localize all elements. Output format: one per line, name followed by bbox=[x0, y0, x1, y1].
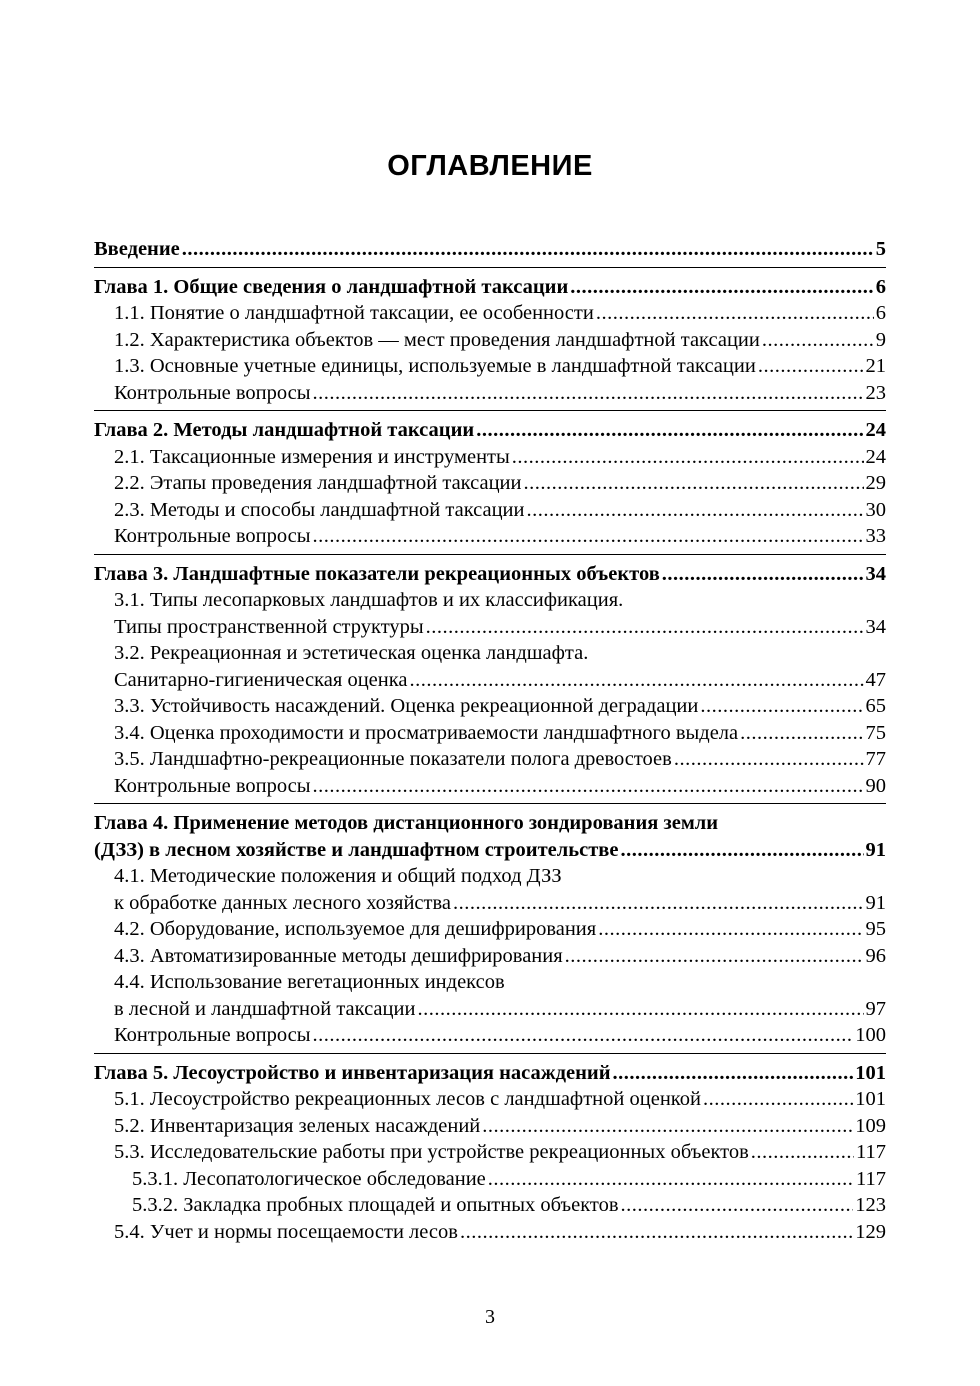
toc-page-number: 95 bbox=[865, 918, 886, 940]
dot-leader bbox=[598, 916, 863, 943]
toc-page-number: 29 bbox=[865, 472, 886, 494]
toc-section[interactable] bbox=[94, 497, 886, 524]
toc-section[interactable] bbox=[94, 916, 886, 943]
toc-entry-text: в лесной и ландшафтной таксации bbox=[114, 997, 416, 1020]
toc-entry-text: Глава 3. Ландшафтные показатели рекреационных объектов bbox=[94, 562, 660, 585]
toc-section[interactable] bbox=[94, 943, 886, 970]
page-number: 3 bbox=[485, 1306, 495, 1328]
dot-leader bbox=[488, 1166, 854, 1193]
toc-section[interactable] bbox=[94, 693, 886, 720]
toc-entry-text: Глава 2. Методы ландшафтной таксации bbox=[94, 419, 475, 441]
toc-page-number: 90 bbox=[865, 774, 886, 797]
toc-page-number: 34 bbox=[865, 562, 886, 585]
toc-entry-text: 5.4. Учет и нормы посещаемости лесов bbox=[114, 1220, 458, 1243]
toc-chapter-1[interactable] bbox=[94, 274, 886, 301]
toc-entry-text: 5.2. Инвентаризация зеленых насаждений bbox=[114, 1114, 481, 1137]
dot-leader bbox=[524, 470, 864, 497]
toc-entry-text: Глава 1. Общие сведения о ландшафтной таксации bbox=[94, 275, 569, 298]
toc-entry-text: Глава 5. Лесоустройство и инвентаризация насаждений bbox=[94, 1061, 611, 1084]
toc-section[interactable] bbox=[94, 667, 886, 694]
toc-entry-text: Типы пространственной структуры bbox=[114, 615, 424, 638]
toc-section[interactable] bbox=[94, 444, 886, 471]
toc-page-number: 23 bbox=[865, 381, 886, 404]
dot-leader bbox=[596, 300, 874, 327]
toc-page-number: 117 bbox=[856, 1141, 886, 1163]
toc-page-number: 109 bbox=[855, 1114, 886, 1137]
toc-section[interactable] bbox=[94, 1139, 886, 1166]
dot-leader bbox=[313, 773, 864, 800]
toc-page-number: 47 bbox=[865, 668, 886, 691]
toc-section[interactable] bbox=[94, 1113, 886, 1140]
toc-page-number: 34 bbox=[865, 615, 886, 638]
toc-page-number: 91 bbox=[865, 891, 886, 914]
toc-section[interactable] bbox=[94, 614, 886, 641]
toc-page-number: 100 bbox=[855, 1024, 886, 1046]
toc-chapter-3[interactable] bbox=[94, 561, 886, 588]
toc-subsection[interactable] bbox=[94, 1192, 886, 1219]
toc-section[interactable] bbox=[94, 1219, 886, 1246]
toc-page-number: 33 bbox=[865, 525, 886, 547]
toc-section[interactable] bbox=[94, 470, 886, 497]
toc-section[interactable] bbox=[94, 380, 886, 407]
dot-leader bbox=[613, 1060, 854, 1087]
toc-section[interactable] bbox=[94, 996, 886, 1023]
toc-entry-text: Контрольные вопросы bbox=[114, 381, 311, 404]
toc-page-number: 21 bbox=[865, 355, 886, 377]
toc-page-number: 6 bbox=[875, 302, 886, 324]
toc-page-number: 24 bbox=[865, 419, 886, 441]
toc-section-first-line: 3.2. Рекреационная и эстетическая оценка ландшафта. bbox=[114, 642, 589, 664]
toc-page-number: 97 bbox=[865, 997, 886, 1020]
toc-section[interactable] bbox=[94, 773, 886, 800]
toc-page-number: 24 bbox=[865, 445, 886, 468]
toc-entry-text: 5.3. Исследовательские работы при устройстве рекреационных объектов bbox=[114, 1141, 749, 1163]
toc-page-number: 30 bbox=[865, 498, 886, 521]
toc-entry-text: 1.3. Основные учетные единицы, используемые в ландшафтной таксации bbox=[114, 355, 756, 377]
toc-chapter-2[interactable] bbox=[94, 417, 886, 444]
dot-leader bbox=[565, 943, 864, 970]
toc-page-number: 129 bbox=[855, 1220, 886, 1243]
toc-page-number: 65 bbox=[865, 695, 886, 717]
toc-page-number: 96 bbox=[865, 944, 886, 967]
toc-entry-text: 1.2. Характеристика объектов — мест проведения ландшафтной таксации bbox=[114, 328, 760, 351]
toc-chapter-5[interactable] bbox=[94, 1060, 886, 1087]
toc-section[interactable] bbox=[94, 523, 886, 550]
toc-section[interactable] bbox=[94, 1022, 886, 1049]
toc-chapter-4[interactable] bbox=[94, 837, 886, 864]
dot-leader bbox=[482, 1113, 853, 1140]
toc-entry-text: 3.5. Ландшафтно-рекреационные показатели полога древостоев bbox=[114, 748, 672, 770]
divider bbox=[94, 267, 886, 268]
toc-entry-text: 2.1. Таксационные измерения и инструменты bbox=[114, 445, 510, 468]
dot-leader bbox=[476, 417, 863, 444]
toc-entry-text: Введение bbox=[94, 238, 180, 260]
toc-page-number: 6 bbox=[875, 275, 886, 298]
divider bbox=[94, 554, 886, 555]
toc-entry-text: 5.3.1. Лесопатологическое обследование bbox=[132, 1167, 486, 1190]
dot-leader bbox=[313, 523, 864, 550]
toc-entry-text: 5.1. Лесоустройство рекреационных лесов с ландшафтной оценкой bbox=[114, 1088, 701, 1110]
dot-leader bbox=[758, 353, 864, 380]
dot-leader bbox=[527, 497, 864, 524]
dot-leader bbox=[762, 327, 874, 354]
dot-leader bbox=[313, 1022, 854, 1049]
dot-leader bbox=[700, 693, 863, 720]
toc-page-number: 123 bbox=[855, 1194, 886, 1216]
toc-entry-text: (ДЗЗ) в лесном хозяйстве и ландшафтном строительстве bbox=[94, 838, 619, 861]
dot-leader bbox=[417, 996, 863, 1023]
toc-section-first-line: 4.1. Методические положения и общий подход ДЗЗ bbox=[114, 865, 562, 887]
dot-leader bbox=[453, 890, 864, 917]
toc-entry-text: 3.3. Устойчивость насаждений. Оценка рекреационной деградации bbox=[114, 695, 699, 717]
dot-leader bbox=[621, 1192, 854, 1219]
toc-page-number: 101 bbox=[855, 1061, 886, 1084]
toc-entry-text: Санитарно-гигиеническая оценка bbox=[114, 668, 408, 691]
toc-section[interactable] bbox=[94, 890, 886, 917]
dot-leader bbox=[426, 614, 864, 641]
toc-page-number: 101 bbox=[855, 1088, 886, 1110]
toc-section[interactable] bbox=[94, 720, 886, 747]
toc-section[interactable] bbox=[94, 327, 886, 354]
toc-chapter-4-first-line: Глава 4. Применение методов дистанционного зондирования земли bbox=[94, 812, 719, 834]
dot-leader bbox=[570, 274, 873, 301]
toc-section-first-line: 3.1. Типы лесопарковых ландшафтов и их классификация. bbox=[114, 589, 624, 611]
toc-entry-text: 2.2. Этапы проведения ландшафтной таксации bbox=[114, 472, 522, 494]
toc-entry-text: Контрольные вопросы bbox=[114, 774, 311, 797]
dot-leader bbox=[674, 746, 864, 773]
dot-leader bbox=[460, 1219, 853, 1246]
toc-entry-text: 5.3.2. Закладка пробных площадей и опытных объектов bbox=[132, 1194, 619, 1216]
toc-page-number: 75 bbox=[865, 721, 886, 744]
toc-section[interactable] bbox=[94, 1086, 886, 1113]
dot-leader bbox=[512, 444, 864, 471]
dot-leader bbox=[740, 720, 863, 747]
toc-entry-text: к обработке данных лесного хозяйства bbox=[114, 891, 451, 914]
toc-page-number: 9 bbox=[875, 328, 886, 351]
toc-page-number: 77 bbox=[865, 748, 886, 770]
divider bbox=[94, 803, 886, 804]
toc-entry-text: 1.1. Понятие о ландшафтной таксации, ее особенности bbox=[114, 302, 594, 324]
dot-leader bbox=[703, 1086, 853, 1113]
toc-page-number: 5 bbox=[875, 238, 886, 260]
divider bbox=[94, 410, 886, 411]
toc-section[interactable] bbox=[94, 300, 886, 327]
table-of-contents bbox=[94, 236, 886, 1245]
toc-section-first-line: 4.4. Использование вегетационных индексов bbox=[114, 971, 505, 993]
toc-page-number: 91 bbox=[865, 838, 886, 861]
toc-section[interactable] bbox=[94, 746, 886, 773]
page-title: ОГЛАВЛЕНИЕ bbox=[387, 150, 593, 182]
dot-leader bbox=[620, 837, 863, 864]
toc-entry-text: 4.3. Автоматизированные методы дешифрирования bbox=[114, 944, 563, 967]
toc-entry-text: 3.4. Оценка проходимости и просматриваемости ландшафтного выдела bbox=[114, 721, 739, 744]
dot-leader bbox=[751, 1139, 854, 1166]
dot-leader bbox=[662, 561, 864, 588]
dot-leader bbox=[313, 380, 864, 407]
divider bbox=[94, 1053, 886, 1054]
toc-page-number: 117 bbox=[856, 1167, 886, 1190]
dot-leader bbox=[182, 236, 874, 263]
toc-intro[interactable] bbox=[94, 236, 886, 263]
toc-entry-text: 2.3. Методы и способы ландшафтной таксации bbox=[114, 498, 525, 521]
dot-leader bbox=[409, 667, 863, 694]
toc-section[interactable] bbox=[94, 353, 886, 380]
toc-subsection[interactable] bbox=[94, 1166, 886, 1193]
toc-entry-text: Контрольные вопросы bbox=[114, 1024, 311, 1046]
toc-entry-text: Контрольные вопросы bbox=[114, 525, 311, 547]
toc-entry-text: 4.2. Оборудование, используемое для дешифрирования bbox=[114, 918, 597, 940]
